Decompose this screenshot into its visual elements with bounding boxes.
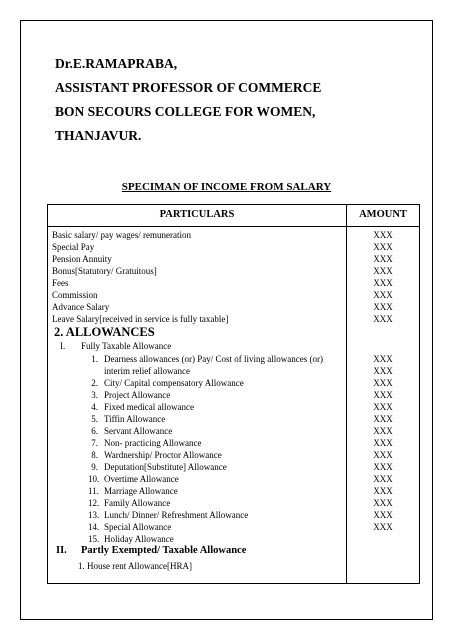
document-title: SPECIMAN OF INCOME FROM SALARY	[121, 181, 332, 193]
row-amount: XXX	[373, 290, 393, 300]
table-row	[48, 229, 419, 241]
item-number: 2.	[91, 378, 98, 388]
item-label: Holiday Allowance	[104, 534, 174, 544]
list-item	[48, 377, 419, 389]
item-amount: XXX	[373, 414, 393, 424]
item-label: Project Allowance	[104, 390, 171, 400]
item-amount: XXX	[373, 462, 393, 472]
item-amount: XXX	[373, 498, 393, 508]
author-designation: ASSISTANT PROFESSOR OF COMMERCE	[55, 80, 322, 95]
college-name: BON SECOURS COLLEGE FOR WOMEN,	[55, 104, 316, 119]
list-item	[48, 353, 419, 365]
list-item	[48, 365, 419, 377]
fully-taxable-heading	[48, 341, 346, 353]
salary-table	[47, 204, 420, 584]
item-label: Deputation[Substitute] Allowance	[104, 462, 227, 472]
table-row	[48, 241, 419, 253]
item-number: 8.	[91, 450, 98, 460]
table-row	[48, 277, 419, 289]
item-amount: XXX	[373, 522, 393, 532]
item-number: 7.	[91, 438, 98, 448]
item-label: Servant Allowance	[104, 426, 173, 436]
list-item	[48, 389, 419, 401]
item-amount: XXX	[373, 510, 393, 520]
item-number: 9.	[91, 462, 98, 472]
row-label: Leave Salary[received in service is fully taxable]	[52, 314, 229, 324]
row-amount: XXX	[373, 314, 393, 324]
fully-taxable-number: I.	[60, 341, 66, 351]
item-label: interim relief allowance	[104, 366, 190, 376]
item-number: 5.	[91, 414, 98, 424]
item-number: 1.	[91, 354, 98, 364]
list-item	[48, 473, 419, 485]
hra-item: 1. House rent Allowance[HRA]	[78, 561, 192, 571]
item-label: Overtime Allowance	[104, 474, 179, 484]
item-amount: XXX	[373, 438, 393, 448]
item-number: 14.	[88, 522, 100, 532]
row-label: Commission	[52, 290, 98, 300]
item-amount: XXX	[373, 402, 393, 412]
item-label: Non- practicing Allowance	[104, 438, 202, 448]
item-number: 4.	[91, 402, 98, 412]
fully-taxable-label: Fully Taxable Allowance	[81, 341, 172, 351]
amount-header: AMOUNT	[359, 209, 407, 220]
item-label: Tiffin Allowance	[104, 414, 166, 424]
college-city: THANJAVUR.	[55, 128, 142, 143]
item-number: 12.	[88, 498, 100, 508]
item-amount: XXX	[373, 450, 393, 460]
item-amount: XXX	[373, 474, 393, 484]
table-row	[48, 301, 419, 313]
list-item	[48, 449, 419, 461]
item-label: Family Allowance	[104, 498, 171, 508]
item-label: Marriage Allowance	[104, 486, 178, 496]
particulars-header: PARTICULARS	[159, 209, 235, 220]
item-number: 10.	[88, 474, 100, 484]
item-amount: XXX	[373, 390, 393, 400]
table-row	[48, 289, 419, 301]
item-number: 3.	[91, 390, 98, 400]
list-item	[48, 401, 419, 413]
item-label: City/ Capital compensatory Allowance	[104, 378, 244, 388]
item-label: Wardnership/ Proctor Allowance	[104, 450, 222, 460]
table-row	[48, 265, 419, 277]
list-item	[48, 425, 419, 437]
list-item	[48, 497, 419, 509]
row-amount: XXX	[373, 302, 393, 312]
row-amount: XXX	[373, 278, 393, 288]
allowances-heading: 2. ALLOWANCES	[54, 325, 155, 339]
list-item	[48, 521, 419, 533]
author-name: Dr.E.RAMAPRABA,	[55, 56, 178, 71]
row-label: Pension Annuity	[52, 254, 112, 264]
list-item	[48, 413, 419, 425]
item-amount: XXX	[373, 426, 393, 436]
table-row	[48, 313, 419, 325]
item-amount: XXX	[373, 354, 393, 364]
item-number: 11.	[88, 486, 99, 496]
row-label: Bonus[Statutory/ Gratuitous]	[52, 266, 157, 276]
partly-exempted-heading	[48, 545, 346, 559]
item-label: Dearness allowances (or) Pay/ Cost of living allowances (or)	[104, 354, 323, 364]
list-item	[48, 461, 419, 473]
item-label: Lunch/ Dinner/ Refreshment Allowance	[104, 510, 249, 520]
table-row	[48, 253, 419, 265]
row-label: Basic salary/ pay wages/ remuneration	[52, 230, 191, 240]
item-amount: XXX	[373, 366, 393, 376]
row-amount: XXX	[373, 242, 393, 252]
partly-exempted-number: II.	[56, 545, 67, 556]
row-label: Special Pay	[52, 242, 95, 252]
list-item	[48, 509, 419, 521]
item-label: Fixed medical allowance	[104, 402, 194, 412]
list-item	[48, 485, 419, 497]
author-header	[55, 52, 321, 148]
row-amount: XXX	[373, 230, 393, 240]
header-divider	[48, 226, 419, 227]
item-number: 6.	[91, 426, 98, 436]
item-number: 13.	[88, 510, 100, 520]
item-number: 15.	[88, 534, 100, 544]
row-label: Fees	[52, 278, 69, 288]
item-amount: XXX	[373, 378, 393, 388]
item-amount: XXX	[373, 486, 393, 496]
list-item	[48, 533, 419, 545]
row-amount: XXX	[373, 266, 393, 276]
row-amount: XXX	[373, 254, 393, 264]
partly-exempted-label: Partly Exempted/ Taxable Allowance	[81, 545, 247, 556]
row-label: Advance Salary	[52, 302, 110, 312]
list-item	[48, 437, 419, 449]
item-label: Special Allowance	[104, 522, 172, 532]
